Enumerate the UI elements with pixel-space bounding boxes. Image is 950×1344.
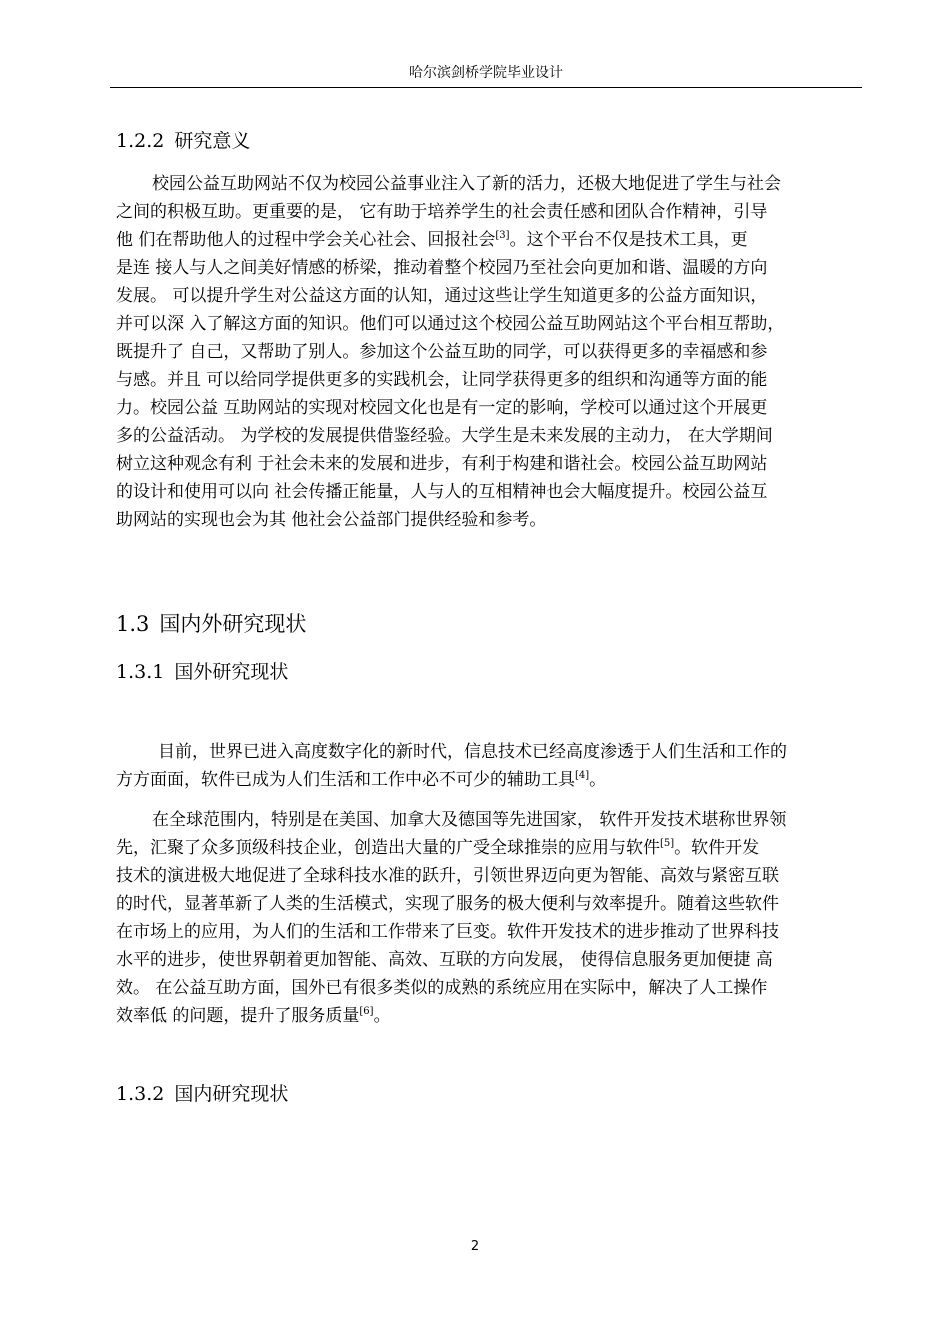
text-line: 技术的演进极大地促进了全球科技水准的跃升，引领世界迈向更为智能、高效与紧密互联	[116, 866, 779, 886]
text-segment: 。这个平台不仅是技术工具，更	[509, 230, 748, 250]
text-line: 是连 接人与人之间美好情感的桥梁，推动着整个校园乃至社会向更加和谐、温暖的方向	[116, 258, 768, 278]
section-title: 研究意义	[174, 130, 251, 152]
text-line: 与感。并且 可以给同学提供更多的实践机会，让同学获得更多的组织和沟通等方面的能	[116, 370, 768, 390]
section-number: 1.3.1	[116, 661, 165, 683]
text-segment: 。	[373, 1006, 391, 1026]
section-number: 1.3	[116, 612, 150, 636]
text-line: 校园公益互助网站不仅为校园公益事业注入了新的活力，还极大地促进了学生与社会	[152, 174, 781, 194]
header-divider	[110, 87, 862, 88]
heading-1-3-2	[116, 1082, 288, 1106]
citation-ref: [5]	[660, 838, 675, 849]
text-line: 效。 在公益互助方面，国外已有很多类似的成熟的系统应用在实际中，解决了人工操作	[116, 978, 768, 998]
citation-ref: [4]	[575, 770, 590, 781]
text-line: 力。校园公益 互助网站的实现对校园文化也是有一定的影响，学校可以通过这个开展更	[116, 398, 768, 418]
text-segment: 。软件开发	[674, 838, 760, 858]
heading-1-3-1	[116, 660, 288, 684]
text-segment: 方方面面，软件已成为人们生活和工作中必不可少的辅助工具	[116, 770, 575, 790]
text-line: 的时代，显著革新了人类的生活模式，实现了服务的极大便利与效率提升。随着这些软件	[116, 894, 779, 914]
page-header: 哈尔滨剑桥学院毕业设计	[409, 65, 563, 81]
text-line: 树立这种观念有利 于社会未来的发展和进步，有利于构建和谐社会。校园公益互助网站	[116, 454, 768, 474]
text-line: 水平的进步，使世界朝着更加智能、高效、互联的方向发展， 使得信息服务更加便捷 高	[116, 950, 773, 970]
text-line	[116, 834, 858, 862]
text-line	[116, 1002, 858, 1030]
section-number: 1.3.2	[116, 1083, 165, 1105]
text-line: 并可以深 入了解这方面的知识。他们可以通过这个校园公益互助网站这个平台相互帮助，	[116, 314, 785, 334]
heading-1-3	[116, 611, 306, 637]
text-line: 助网站的实现也会为其 他社会公益部门提供经验和参考。	[116, 510, 547, 530]
text-line: 之间的积极互助。更重要的是， 它有助于培养学生的社会责任感和团队合作精神，引导	[116, 202, 768, 222]
citation-ref: [6]	[359, 1006, 374, 1017]
citation-ref: [3]	[495, 230, 510, 241]
page-number: 2	[470, 1239, 480, 1254]
section-title: 国内研究现状	[174, 1083, 289, 1105]
text-segment: 他 们在帮助他人的过程中学会关心社会、回报社会	[116, 230, 496, 250]
paragraph-significance	[116, 170, 858, 534]
text-line: 的设计和使用可以向 社会传播正能量，人与人的互相精神也会大幅度提升。校园公益互	[116, 482, 768, 502]
text-line: 目前，世界已进入高度数字化的新时代，信息技术已经高度渗透于人们生活和工作的	[158, 742, 787, 762]
text-line: 在全球范围内，特别是在美国、加拿大及德国等先进国家， 软件开发技术堪称世界领	[152, 810, 787, 830]
paragraph-foreign-status	[116, 806, 858, 1030]
text-line: 既提升了 自己，又帮助了别人。参加这个公益互助的同学，可以获得更多的幸福感和参	[116, 342, 768, 362]
text-line: 在市场上的应用，为人们的生活和工作带来了巨变。软件开发技术的进步推动了世界科技	[116, 922, 779, 942]
text-segment: 先，汇聚了众多顶级科技企业，创造出大量的广受全球推崇的应用与软件	[116, 838, 660, 858]
text-segment: 效率低 的问题，提升了服务质量	[116, 1006, 360, 1026]
section-title: 国内外研究现状	[159, 612, 307, 636]
section-number: 1.2.2	[116, 130, 165, 152]
heading-1-2-2	[116, 129, 250, 153]
text-line	[116, 226, 858, 254]
paragraph-foreign-intro	[116, 738, 858, 794]
text-line: 多的公益活动。 为学校的发展提供借鉴经验。大学生是未来发展的主动力， 在大学期间	[116, 426, 773, 446]
text-line: 发展。 可以提升学生对公益这方面的认知，通过这些让学生知道更多的公益方面知识，	[116, 286, 768, 306]
section-title: 国外研究现状	[174, 661, 289, 683]
text-line	[116, 766, 858, 794]
text-segment: 。	[589, 770, 607, 790]
